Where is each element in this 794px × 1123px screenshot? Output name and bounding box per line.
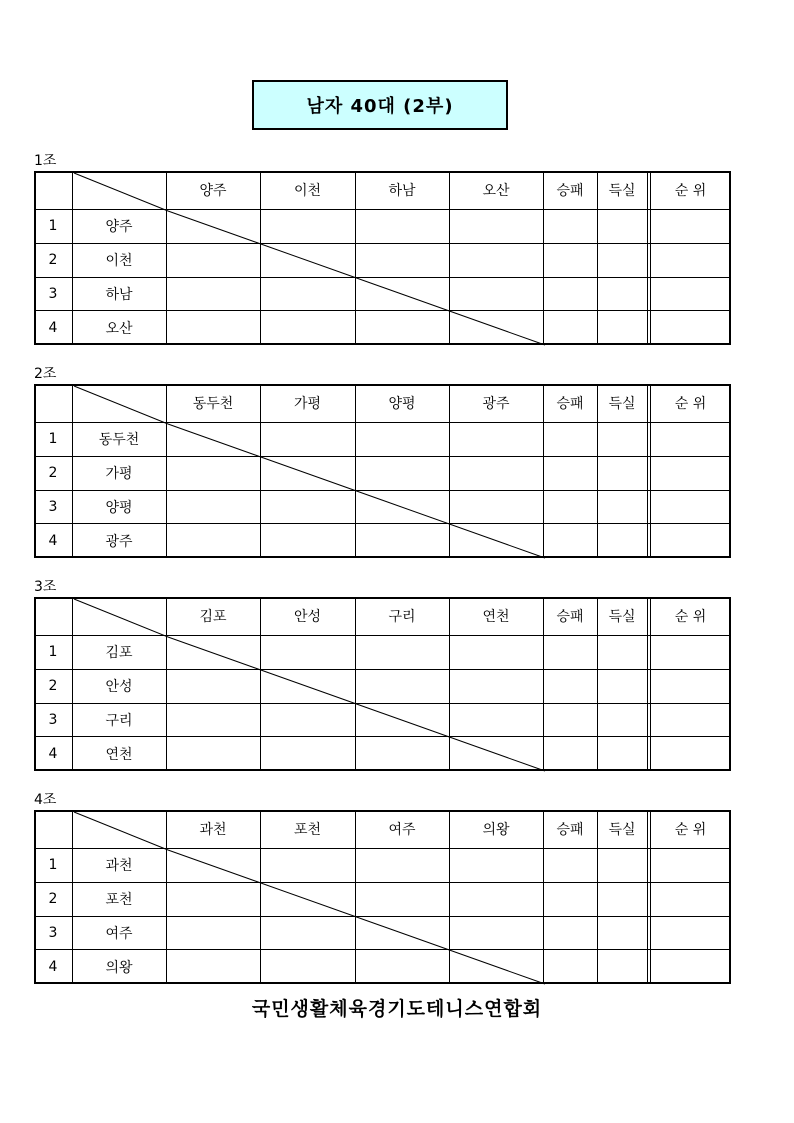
match-table bbox=[34, 384, 731, 558]
group-label: 4조 bbox=[34, 792, 57, 808]
header-team-name: 과천 bbox=[199, 822, 227, 838]
row-team-name: 하남 bbox=[105, 286, 133, 303]
header-team-name: 하남 bbox=[388, 183, 416, 199]
row-team-name: 광주 bbox=[105, 533, 133, 550]
row-team-name: 가평 bbox=[105, 466, 133, 482]
header-team-name: 김포 bbox=[199, 609, 227, 625]
row-team-name: 안성 bbox=[105, 679, 133, 695]
row-team-name: 여주 bbox=[105, 925, 133, 942]
header-team-name: 연천 bbox=[482, 609, 510, 625]
header-team-name: 포천 bbox=[293, 822, 322, 838]
header-diagonal bbox=[74, 812, 168, 850]
header-points: 득실 bbox=[608, 609, 636, 625]
row-number: 2 bbox=[48, 252, 58, 268]
header-points: 득실 bbox=[608, 183, 636, 199]
row-number: 1 bbox=[48, 644, 58, 660]
row-team-name: 연천 bbox=[105, 746, 133, 763]
row-team-name: 김포 bbox=[105, 645, 133, 661]
row-number: 3 bbox=[48, 285, 58, 302]
row-number: 4 bbox=[48, 745, 58, 762]
group-label: 1조 bbox=[34, 153, 57, 169]
header-rank: 순 위 bbox=[674, 822, 707, 838]
row-team-name: 포천 bbox=[105, 892, 133, 908]
header-diagonal bbox=[74, 386, 168, 424]
row-team-name: 의왕 bbox=[105, 959, 133, 976]
self-match-diagonal bbox=[168, 850, 545, 984]
row-number: 1 bbox=[48, 218, 58, 234]
row-number: 3 bbox=[48, 498, 58, 515]
header-rank: 순 위 bbox=[674, 183, 707, 199]
match-table bbox=[34, 171, 731, 345]
row-number: 1 bbox=[48, 857, 58, 873]
row-number: 3 bbox=[48, 711, 58, 728]
header-team-name: 광주 bbox=[482, 396, 510, 412]
header-team-name: 이천 bbox=[293, 183, 322, 199]
self-match-diagonal bbox=[168, 424, 545, 558]
row-team-name: 양평 bbox=[105, 499, 133, 516]
organization-footer: 국민생활체육경기도테니스연합회 bbox=[251, 998, 543, 1020]
header-team-name: 동두천 bbox=[192, 396, 234, 412]
row-team-name: 과천 bbox=[105, 858, 133, 874]
header-team-name: 양주 bbox=[199, 183, 227, 199]
header-team-name: 양평 bbox=[388, 396, 416, 412]
match-table bbox=[34, 810, 731, 984]
self-match-diagonal bbox=[168, 211, 545, 345]
header-rank: 순 위 bbox=[674, 396, 707, 412]
header-team-name: 구리 bbox=[388, 609, 416, 625]
row-team-name: 양주 bbox=[105, 219, 133, 235]
header-points: 득실 bbox=[608, 396, 636, 412]
header-wins-losses: 승패 bbox=[556, 822, 584, 838]
row-team-name: 이천 bbox=[105, 253, 133, 269]
row-number: 1 bbox=[48, 431, 58, 447]
header-wins-losses: 승패 bbox=[556, 609, 584, 625]
header-team-name: 오산 bbox=[482, 183, 510, 199]
header-diagonal bbox=[74, 599, 168, 637]
header-team-name: 여주 bbox=[388, 822, 416, 838]
header-rank: 순 위 bbox=[674, 609, 707, 625]
row-team-name: 동두천 bbox=[98, 432, 140, 448]
header-team-name: 의왕 bbox=[482, 822, 510, 838]
header-wins-losses: 승패 bbox=[556, 183, 584, 199]
row-team-name: 오산 bbox=[105, 320, 133, 337]
header-diagonal bbox=[74, 173, 168, 211]
row-number: 3 bbox=[48, 924, 58, 941]
self-match-diagonal bbox=[168, 637, 545, 771]
row-number: 4 bbox=[48, 319, 58, 336]
row-number: 2 bbox=[48, 465, 58, 481]
header-wins-losses: 승패 bbox=[556, 396, 584, 412]
row-team-name: 구리 bbox=[105, 712, 133, 729]
header-team-name: 가평 bbox=[293, 396, 322, 412]
row-number: 4 bbox=[48, 532, 58, 549]
row-number: 2 bbox=[48, 891, 58, 907]
header-team-name: 안성 bbox=[293, 609, 322, 625]
row-number: 4 bbox=[48, 958, 58, 975]
group-label: 3조 bbox=[34, 579, 57, 595]
match-table bbox=[34, 597, 731, 771]
group-label: 2조 bbox=[34, 366, 57, 382]
header-points: 득실 bbox=[608, 822, 636, 838]
row-number: 2 bbox=[48, 678, 58, 694]
page-title: 남자 40대 (2부) bbox=[252, 80, 508, 130]
